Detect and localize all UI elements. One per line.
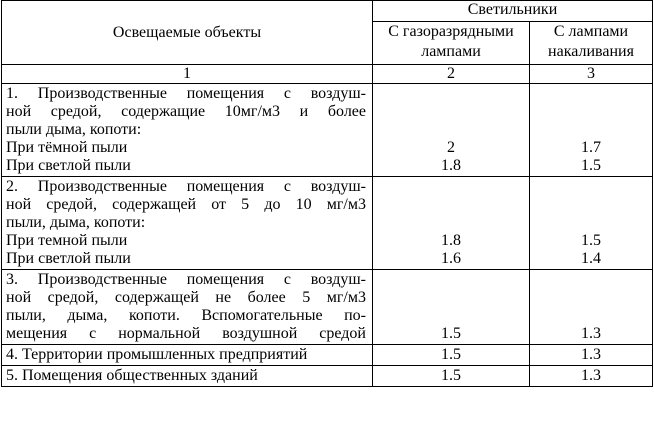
header-luminaires xyxy=(373,1,653,22)
row-3-incandescent-value xyxy=(530,270,653,345)
row-3-line-4: мещения с нормальной воздушной средой xyxy=(6,325,366,342)
row-4-gas-value xyxy=(373,345,530,366)
row-5-description xyxy=(2,366,373,387)
row-3-line-3: пыли, дыма, копоти. Вспомогательные по- xyxy=(6,307,366,324)
row-1-line-2: ной средой, содержащие 10мг/м3 и более xyxy=(6,103,366,120)
row-2-sub-1-gas: 1.8 xyxy=(441,232,461,249)
row-4-gas: 1.5 xyxy=(441,346,461,363)
row-1-sub-2-label: При светлой пыли xyxy=(6,157,131,174)
row-3-gas: 1.5 xyxy=(441,325,461,342)
row-5-gas: 1.5 xyxy=(441,367,461,384)
row-1-sub-1-label: При тёмной пыли xyxy=(6,139,128,156)
row-3-description xyxy=(2,270,373,345)
row-1-gas-values xyxy=(373,84,530,177)
row-2-sub-2-gas: 1.6 xyxy=(441,250,461,267)
row-1-sub-1-incandescent: 1.7 xyxy=(581,139,601,156)
row-4-line-1: 4. Территории промышленных предприятий xyxy=(6,346,308,363)
row-2-line-2: ной средой, содержащей от 5 до 10 мг/м3 xyxy=(6,196,366,213)
row-5-gas-value xyxy=(373,366,530,387)
table-row-4 xyxy=(2,345,653,366)
row-2-line-1: 2. Производственные помещения с воздуш- xyxy=(6,178,366,195)
row-4-incandescent-value xyxy=(530,345,653,366)
table-row-1 xyxy=(2,84,653,177)
header-objects xyxy=(2,1,373,65)
header-row-top xyxy=(2,1,653,22)
row-5-line-1: 5. Помещения общественных зданий xyxy=(6,367,258,384)
header-inc-line-1: С лампами xyxy=(553,23,629,40)
header-gas-line-1: С газоразрядными xyxy=(388,23,514,40)
row-1-sub-2-gas: 1.8 xyxy=(441,157,461,174)
header-gas-discharge xyxy=(373,22,530,65)
row-4-incandescent: 1.3 xyxy=(581,346,601,363)
row-2-incandescent-values xyxy=(530,177,653,270)
header-inc-line-2: накаливания xyxy=(548,43,634,60)
row-3-gas-value xyxy=(373,270,530,345)
row-5-incandescent: 1.3 xyxy=(581,367,601,384)
row-2-sub-2-label: При светлой пыли xyxy=(6,250,131,267)
header-incandescent xyxy=(530,22,653,65)
row-2-sub-1-label: При темной пыли xyxy=(6,232,128,249)
column-number-row xyxy=(2,65,653,84)
table-row-3 xyxy=(2,270,653,345)
row-2-line-3: пыли, дыма, копоти: xyxy=(6,214,146,231)
row-2-description xyxy=(2,177,373,270)
row-5-incandescent-value xyxy=(530,366,653,387)
table-row-2 xyxy=(2,177,653,270)
table-row-5 xyxy=(2,366,653,387)
row-1-sub-2-incandescent: 1.5 xyxy=(581,157,601,174)
row-1-description xyxy=(2,84,373,177)
header-gas-line-2: лампами xyxy=(421,43,481,60)
illumination-coefficient-table xyxy=(1,0,653,387)
row-2-gas-values xyxy=(373,177,530,270)
column-number-3: 3 xyxy=(530,65,653,84)
row-1-sub-1-gas: 2 xyxy=(447,139,455,156)
row-3-line-2: ной средой, содержащей не более 5 мг/м3 xyxy=(6,289,366,306)
column-number-1: 1 xyxy=(2,65,373,84)
row-4-description xyxy=(2,345,373,366)
row-2-sub-2-incandescent: 1.4 xyxy=(581,250,601,267)
row-3-line-1: 3. Производственные помещения с воздуш- xyxy=(6,271,366,288)
header-objects-label: Освещаемые объекты xyxy=(112,23,262,41)
row-1-line-1: 1. Производственные помещения с воздуш- xyxy=(6,85,366,102)
row-2-sub-1-incandescent: 1.5 xyxy=(581,232,601,249)
row-1-line-3: пыли дыма, копоти: xyxy=(6,121,142,138)
column-number-2: 2 xyxy=(373,65,530,84)
header-luminaires-label: Светильники xyxy=(467,1,558,18)
row-1-incandescent-values xyxy=(530,84,653,177)
row-3-incandescent: 1.3 xyxy=(581,325,601,342)
